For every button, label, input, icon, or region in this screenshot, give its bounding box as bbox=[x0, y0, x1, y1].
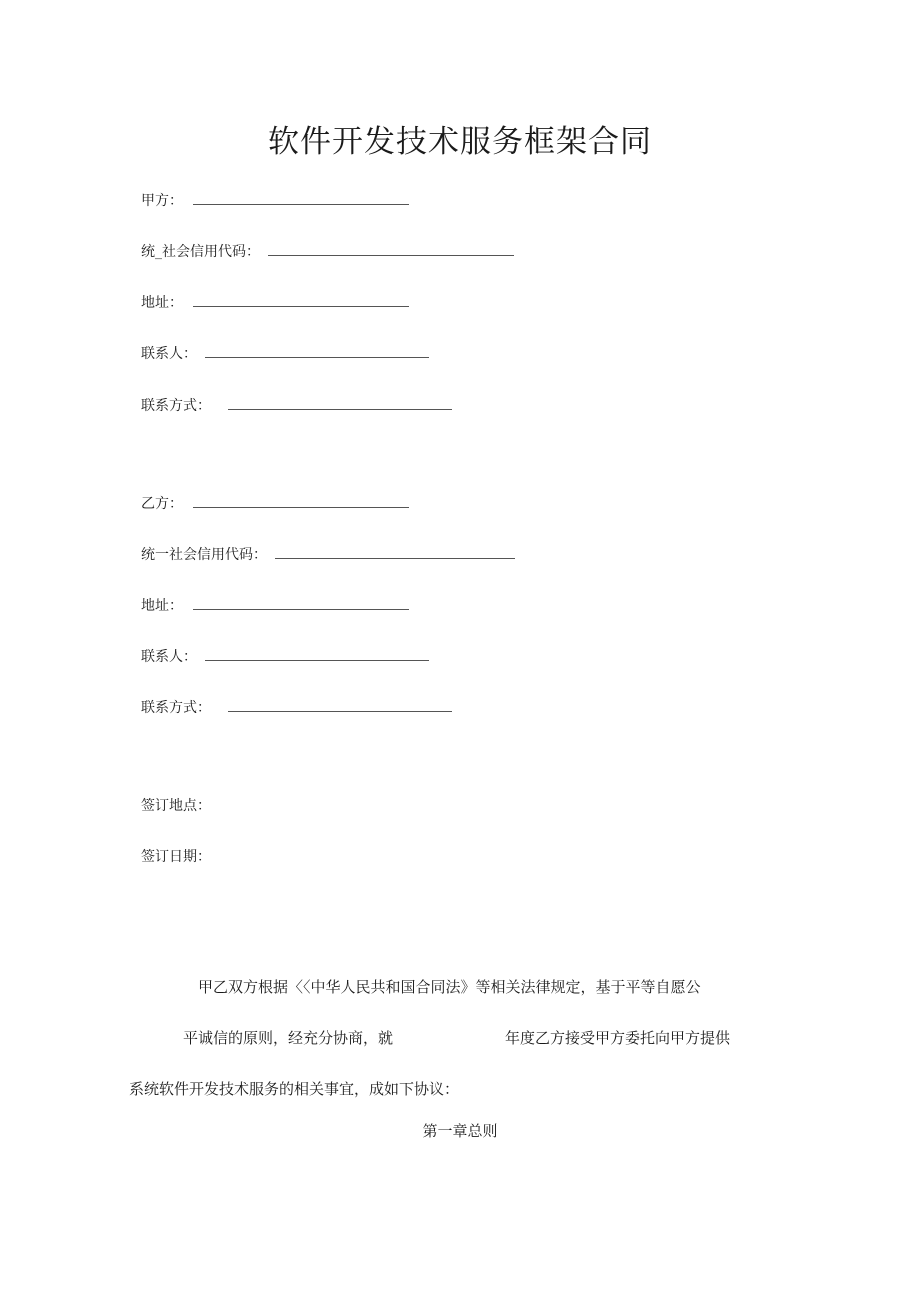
party-b-address-blank[interactable] bbox=[193, 595, 409, 610]
preamble-line-1: 甲乙双方根据〈〈中华人民共和国合同法》等相关法律规定，基于平等自愿公 bbox=[198, 978, 701, 996]
party-a-contact-method-blank[interactable] bbox=[228, 395, 452, 410]
party-a-credit-code-blank[interactable] bbox=[268, 241, 514, 256]
party-a-credit-code-label: 统_社会信用代码： bbox=[141, 244, 260, 260]
party-b-contact-method-blank[interactable] bbox=[228, 697, 452, 712]
party-b-contact-method-row bbox=[141, 697, 452, 719]
party-b-credit-code-blank[interactable] bbox=[275, 544, 515, 559]
party-b-contact-blank[interactable] bbox=[205, 646, 429, 661]
party-a-contact-label: 联系人： bbox=[141, 346, 197, 362]
party-a-name-blank[interactable] bbox=[193, 190, 409, 205]
preamble-line-3: 系统软件开发技术服务的相关事宜，成如下协议： bbox=[129, 1080, 460, 1098]
party-b-contact-method-label: 联系方式： bbox=[141, 700, 211, 716]
party-b-name-row bbox=[141, 493, 409, 515]
party-b-name-blank[interactable] bbox=[193, 493, 409, 508]
party-a-contact-blank[interactable] bbox=[205, 343, 429, 358]
party-b-contact-label: 联系人： bbox=[141, 649, 197, 665]
party-b-credit-code-label: 统一社会信用代码： bbox=[141, 547, 267, 563]
party-a-address-label: 地址： bbox=[141, 295, 183, 311]
signing-date-label: 签订日期： bbox=[141, 849, 211, 865]
party-a-contact-method-row bbox=[141, 395, 452, 417]
signing-place-row bbox=[141, 795, 211, 817]
preamble-line-2-end: 年度乙方接受甲方委托向甲方提供 bbox=[505, 1029, 731, 1047]
party-a-address-row bbox=[141, 292, 409, 314]
party-a-name-row bbox=[141, 190, 409, 212]
party-a-credit-code-row bbox=[141, 241, 514, 263]
document-title: 软件开发技术服务框架合同 bbox=[268, 124, 652, 160]
signing-date-row bbox=[141, 846, 211, 868]
preamble-line-2-start: 平诚信的原则，经充分协商，就 bbox=[183, 1029, 394, 1047]
party-a-address-blank[interactable] bbox=[193, 292, 409, 307]
party-b-name-label: 乙方： bbox=[141, 496, 183, 512]
signing-place-label: 签订地点： bbox=[141, 798, 211, 814]
party-b-credit-code-row bbox=[141, 544, 515, 566]
party-b-address-row bbox=[141, 595, 409, 617]
party-b-address-label: 地址： bbox=[141, 598, 183, 614]
chapter-1-heading: 第一章总则 bbox=[422, 1122, 498, 1140]
party-b-contact-row bbox=[141, 646, 429, 668]
party-a-contact-row bbox=[141, 343, 429, 365]
party-a-name-label: 甲方： bbox=[141, 193, 183, 209]
party-a-contact-method-label: 联系方式： bbox=[141, 398, 211, 414]
